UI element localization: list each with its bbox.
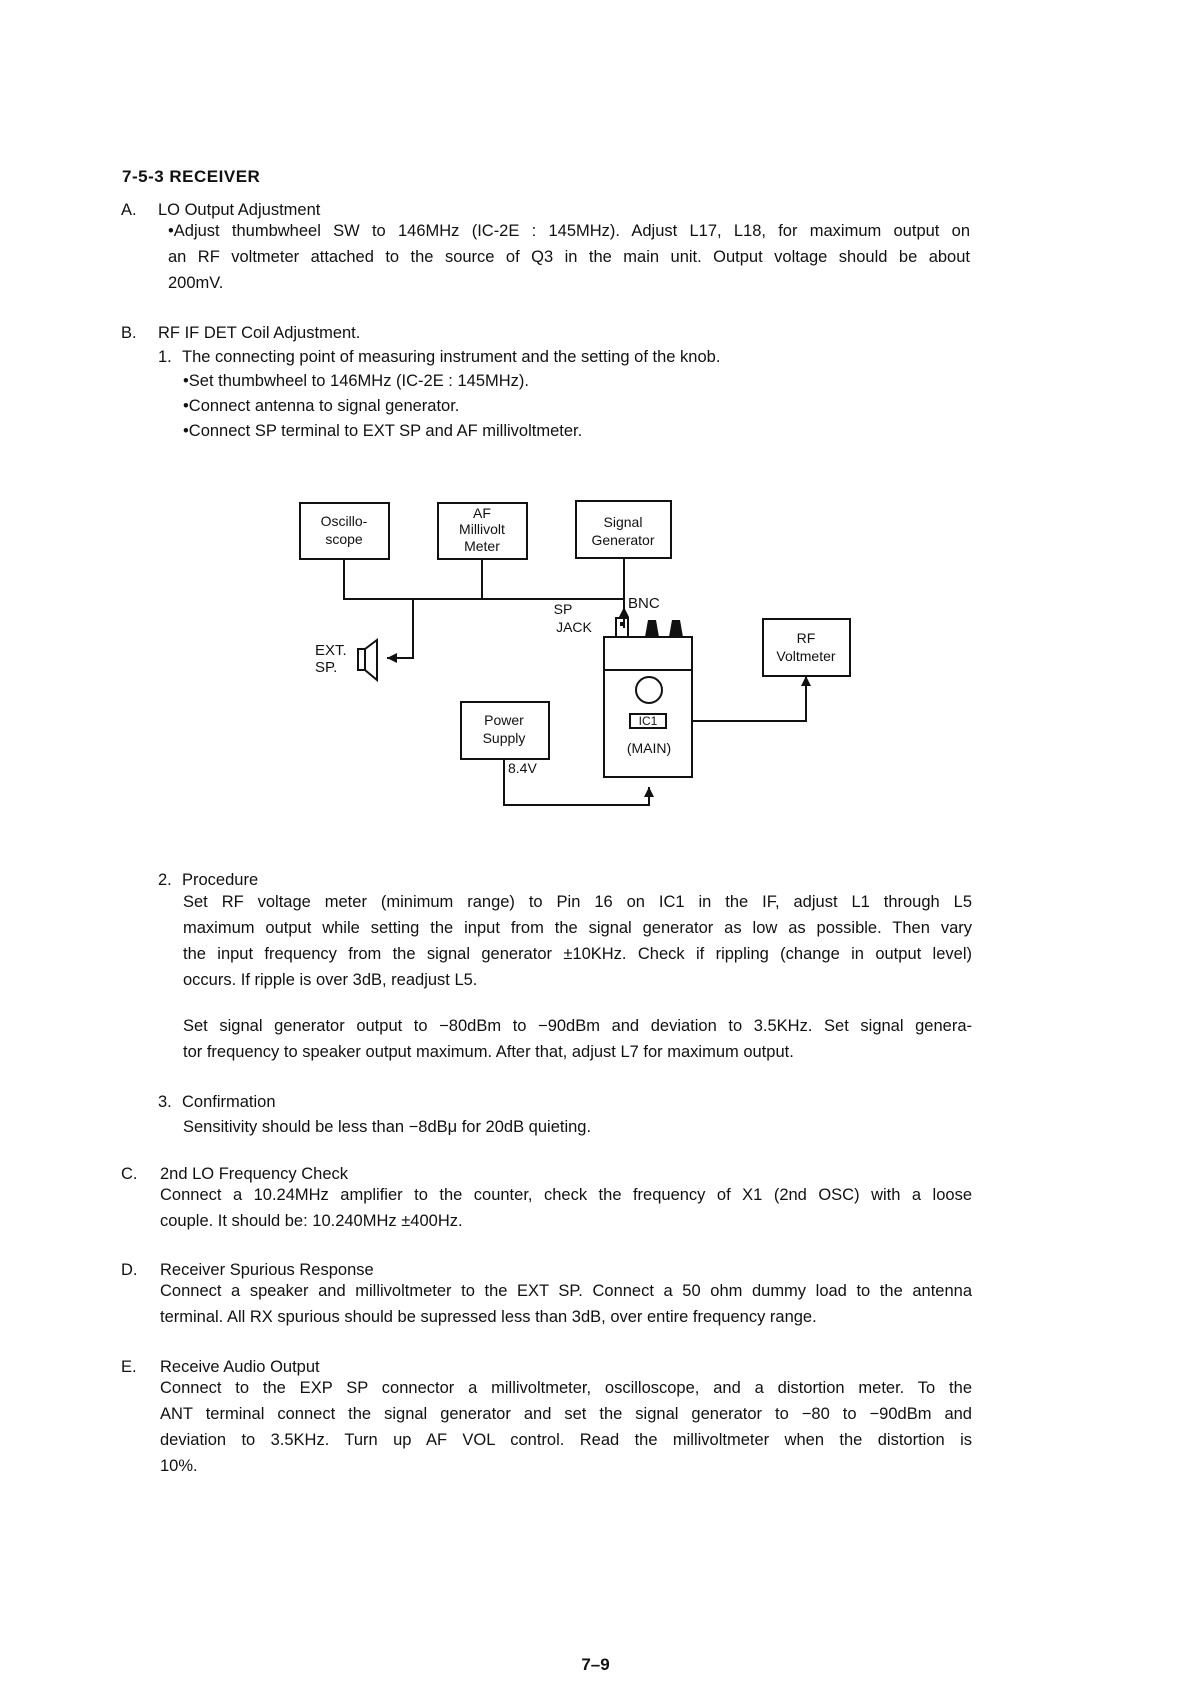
speaker-icon <box>358 649 365 670</box>
text-line: Connect to the EXP SP connector a millivoltmeter, oscilloscope, and a distortion meter. To the <box>160 1379 972 1397</box>
power-supply-label-1: Power <box>484 712 524 728</box>
step-2-title: Procedure <box>182 871 259 889</box>
step-2-paragraph-1 <box>183 889 972 993</box>
step-3-title: Confirmation <box>182 1093 276 1111</box>
section-a-marker: A. <box>121 201 137 219</box>
main-label: (MAIN) <box>626 740 672 756</box>
text-line: the input frequency from the signal generator ±10KHz. Check if rippling (change in output level) <box>183 945 972 963</box>
bullet: •Set thumbwheel to 146MHz (IC-2E : 145MHz). <box>183 372 529 390</box>
section-c-marker: C. <box>121 1165 138 1183</box>
radio-body <box>604 637 692 777</box>
voltage-label: 8.4V <box>508 760 537 776</box>
page-number: 7–9 <box>581 1655 610 1674</box>
step-1-marker: 1. <box>158 348 172 366</box>
oscilloscope-label-2: scope <box>325 531 363 547</box>
section-b-title: RF IF DET Coil Adjustment. <box>158 324 361 342</box>
text-line: couple. It should be: 10.240MHz ±400Hz. <box>160 1212 463 1230</box>
sp-jack-label-1: SP <box>553 601 573 617</box>
text-line: •Adjust thumbwheel SW to 146MHz (IC-2E : 145MHz). Adjust L17, L18, for maximum output on <box>168 222 970 240</box>
section-c-body <box>160 1182 972 1234</box>
rf-voltmeter-label-1: RF <box>796 630 816 646</box>
ext-sp-label-2: SP. <box>315 659 338 676</box>
rf-voltmeter-label-2: Voltmeter <box>776 648 836 664</box>
ic1-label: IC1 <box>638 714 658 728</box>
oscilloscope-label-1: Oscillo- <box>320 513 368 529</box>
step-2-marker: 2. <box>158 871 172 889</box>
signal-generator-label-2: Generator <box>591 532 655 548</box>
text-line: Connect a 10.24MHz amplifier to the counter, check the frequency of X1 (2nd OSC) with a loose <box>160 1186 972 1204</box>
step-2-paragraph-2 <box>183 1013 972 1065</box>
section-c-title: 2nd LO Frequency Check <box>160 1165 349 1183</box>
text-line: Connect a speaker and millivoltmeter to the EXT SP. Connect a 50 ohm dummy load to the antenna <box>160 1282 972 1300</box>
step-3-text: Sensitivity should be less than −8dBμ for 20dB quieting. <box>183 1118 592 1136</box>
text-line: 200mV. <box>168 274 224 292</box>
section-d-marker: D. <box>121 1261 138 1279</box>
text-line: tor frequency to speaker output maximum. After that, adjust L7 for maximum output. <box>183 1043 794 1061</box>
af-meter-label-1: AF <box>473 505 491 521</box>
bnc-label: BNC <box>628 595 660 612</box>
text-line: Set signal generator output to −80dBm to −90dBm and deviation to 3.5KHz. Set signal genera- <box>183 1017 972 1035</box>
ext-sp-label-1: EXT. <box>315 642 347 659</box>
sp-jack-label-2: JACK <box>556 619 592 635</box>
text-line: maximum output while setting the input from the signal generator as low as possible. Then vary <box>183 919 972 937</box>
text-line: 10%. <box>160 1457 198 1475</box>
text-line: an RF voltmeter attached to the source of Q3 in the main unit. Output voltage should be about <box>168 248 970 266</box>
section-title: 7-5-3 RECEIVER <box>122 167 261 186</box>
signal-generator-label-1: Signal <box>603 514 643 530</box>
section-d-title: Receiver Spurious Response <box>160 1261 374 1279</box>
bullet: •Connect antenna to signal generator. <box>183 397 460 415</box>
step-3-marker: 3. <box>158 1093 172 1111</box>
af-meter-label-2: Millivolt <box>459 521 505 537</box>
text-line: deviation to 3.5KHz. Turn up AF VOL control. Read the millivoltmeter when the distortion is <box>160 1431 972 1449</box>
section-a-body <box>168 218 970 296</box>
text-line: Set RF voltage meter (minimum range) to Pin 16 on IC1 in the IF, adjust L1 through L5 <box>183 893 972 911</box>
text-line: terminal. All RX spurious should be supressed less than 3dB, over entire frequency range. <box>160 1308 817 1326</box>
connection-diagram <box>280 485 860 825</box>
section-e-title: Receive Audio Output <box>160 1358 320 1376</box>
knob-icon <box>636 677 662 703</box>
section-d-body <box>160 1278 972 1330</box>
section-b-marker: B. <box>121 324 137 342</box>
section-e-body <box>160 1375 972 1479</box>
text-line: ANT terminal connect the signal generator and set the signal generator to −80 to −90dBm and <box>160 1405 972 1423</box>
bullet: •Connect SP terminal to EXT SP and AF millivoltmeter. <box>183 422 583 440</box>
step-1-title: The connecting point of measuring instrument and the setting of the knob. <box>182 348 721 366</box>
af-meter-label-3: Meter <box>464 538 500 554</box>
power-supply-label-2: Supply <box>482 730 526 746</box>
section-e-marker: E. <box>121 1358 137 1376</box>
section-a-title: LO Output Adjustment <box>158 201 321 219</box>
text-line: occurs. If ripple is over 3dB, readjust L5. <box>183 971 478 989</box>
